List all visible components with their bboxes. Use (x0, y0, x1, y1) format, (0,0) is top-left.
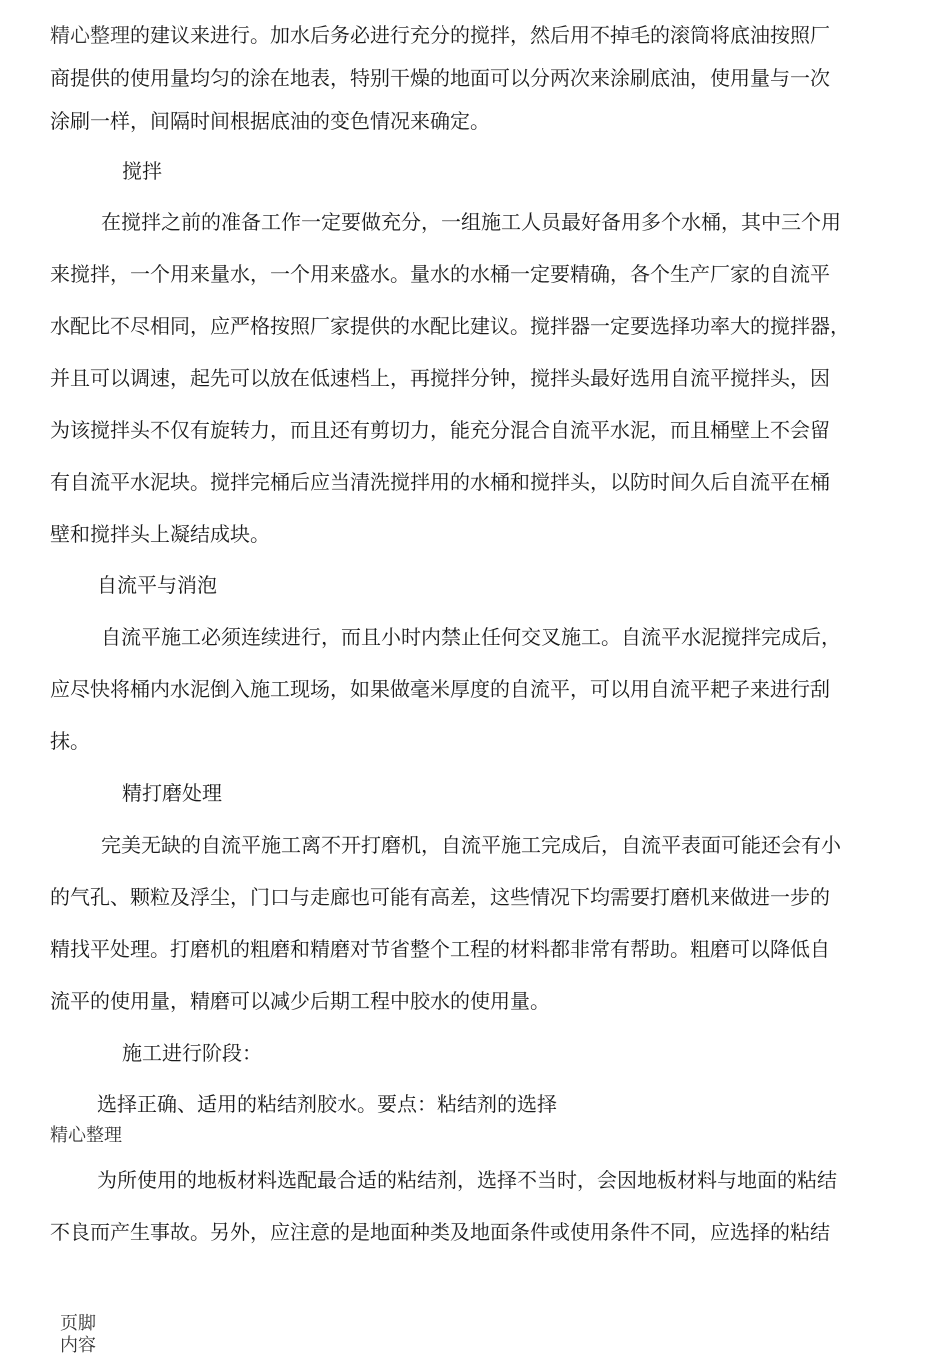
stir-line-3: 水配比不尽相同，应严格按照厂家提供的水配比建议。搅拌器一定要选择功率大的搅拌器， (50, 314, 850, 338)
footer-line-2: 内容 (60, 1335, 96, 1356)
intro-line-1-text: 的建议来进行。加水后务必进行充分的搅拌，然后用不掉毛的滚筒将底油按照厂 (130, 23, 830, 47)
stir-line-4: 并且可以调速，起先可以放在低速档上，再搅拌分钟，搅拌头最好选用自流平搅拌头，因 (50, 366, 830, 390)
polish-line-3: 精找平处理。打磨机的粗磨和精磨对节省整个工程的材料都非常有帮助。粗磨可以降低自 (50, 937, 830, 961)
stir-line-2: 来搅拌，一个用来量水，一个用来盛水。量水的水桶一定要精确，各个生产厂家的自流平 (50, 262, 830, 286)
stir-line-1: 在搅拌之前的准备工作一定要做充分，一组施工人员最好备用多个水桶，其中三个用 (101, 210, 841, 234)
stir-line-5: 为该搅拌头不仅有旋转力，而且还有剪切力，能充分混合自流平水泥，而且桶壁上不会留 (50, 418, 830, 442)
header-label: 精心整理 (50, 23, 130, 47)
level-line-2: 应尽快将桶内水泥倒入施工现场，如果做毫米厚度的自流平，可以用自流平耙子来进行刮 (50, 677, 830, 701)
section-heading-stage: 施工进行阶段： (122, 1041, 262, 1065)
intro-line-3: 涂刷一样，间隔时间根据底油的变色情况来确定。 (50, 109, 490, 133)
stir-line-6: 有自流平水泥块。搅拌完桶后应当清洗搅拌用的水桶和搅拌头，以防时间久后自流平在桶 (50, 470, 830, 494)
polish-line-1: 完美无缺的自流平施工离不开打磨机，自流平施工完成后，自流平表面可能还会有小 (101, 833, 841, 857)
header-label-repeat: 精心整理 (50, 1125, 122, 1146)
polish-line-2: 的气孔、颗粒及浮尘，门口与走廊也可能有高差，这些情况下均需要打磨机来做进一步的 (50, 885, 830, 909)
adhesive-line-1: 为所使用的地板材料选配最合适的粘结剂，选择不当时，会因地板材料与地面的粘结 (97, 1168, 837, 1192)
section-heading-stir: 搅拌 (122, 159, 162, 183)
footer-line-1: 页脚 (60, 1313, 96, 1334)
section-heading-level: 自流平与消泡 (97, 573, 217, 597)
polish-line-4: 流平的使用量，精磨可以减少后期工程中胶水的使用量。 (50, 989, 550, 1013)
level-line-1: 自流平施工必须连续进行，而且小时内禁止任何交叉施工。自流平水泥搅拌完成后， (101, 625, 841, 649)
section-heading-polish: 精打磨处理 (122, 781, 222, 805)
adhesive-line-2: 不良而产生事故。另外，应注意的是地面种类及地面条件或使用条件不同，应选择的粘结 (50, 1220, 830, 1244)
stage-line: 选择正确、适用的粘结剂胶水。要点：粘结剂的选择 (97, 1092, 557, 1116)
stir-line-7: 壁和搅拌头上凝结成块。 (50, 522, 270, 546)
intro-line-2: 商提供的使用量均匀的涂在地表，特别干燥的地面可以分两次来涂刷底油，使用量与一次 (50, 66, 830, 90)
intro-line-1 (50, 21, 830, 49)
level-line-3: 抹。 (50, 729, 90, 753)
